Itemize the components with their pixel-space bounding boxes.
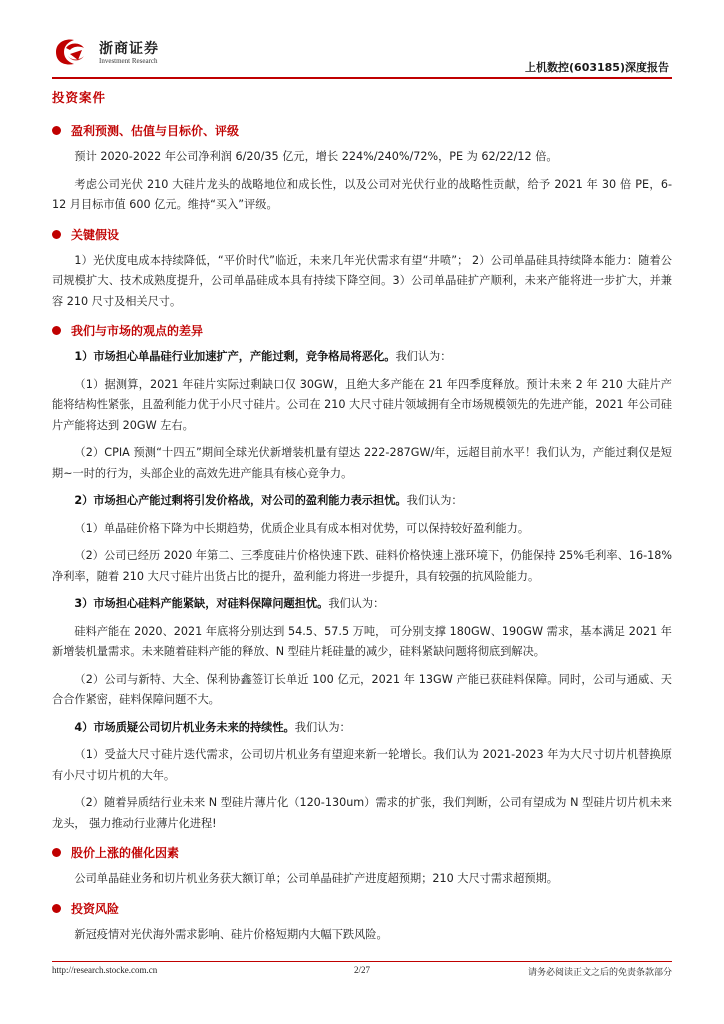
bullet-icon: [52, 326, 61, 335]
paragraph: 考虑公司光伏 210 大硅片龙头的战略地位和成长性，以及公司对光伏行业的战略性贡献，给予 2021 年 30 倍 PE，6-12 月目标市值 600 亿元。维持“买入”评级。: [52, 177, 672, 211]
sub-point: [52, 594, 672, 615]
heading-text: 关键假设: [71, 227, 120, 242]
paragraph: （2）随着异质结行业未来 N 型硅片薄片化（120-130um）需求的扩张，我们判断，公司有望成为 N 型硅片切片机未来龙头， 强力推动行业薄片化进程!: [52, 796, 672, 830]
page-header: [0, 0, 724, 80]
heading-market-differences: [52, 322, 672, 339]
main-content: [52, 88, 672, 952]
bullet-icon: [52, 904, 61, 913]
heading-investment-risks: [52, 900, 672, 917]
sub-point: [52, 491, 672, 512]
brand-subtitle: Investment Research: [99, 57, 158, 65]
sub-point-tail: 我们认为：: [294, 720, 351, 734]
sub-point: [52, 718, 672, 739]
sub-point-tail: 我们认为：: [395, 350, 452, 363]
page-number: 2/27: [354, 965, 371, 975]
sub-point-bold: 1）市场担心单晶硅行业加速扩产，产能过剩，竞争格局将恶化。: [74, 350, 396, 363]
sub-point: [52, 347, 672, 368]
footer-disclaimer: 请务必阅读正文之后的免责条款部分: [527, 968, 672, 978]
sub-point-bold: 3）市场担心硅料产能紧缺，对硅料保障问题担忧。: [74, 597, 329, 610]
brand-name: 浙商证券: [99, 41, 159, 57]
report-title: 上机数控(603185)深度报告: [525, 61, 669, 74]
sub-point-tail: 我们认为：: [406, 494, 463, 507]
paragraph: 预计 2020-2022 年公司净利润 6/20/35 亿元，增长 224%/240%/72%，PE 为 62/22/12 倍。: [74, 150, 558, 163]
paragraph: 公司单晶硅业务和切片机业务获大额订单；公司单晶硅扩产进度超预期；210 大尺寸需求超预期。: [74, 872, 558, 885]
bullet-icon: [52, 848, 61, 857]
heading-earnings-forecast: [52, 122, 672, 139]
bullet-icon: [52, 126, 61, 135]
heading-text: 我们与市场的观点的差异: [71, 324, 204, 338]
paragraph: 1）光伏度电成本持续降低，“平价时代”临近，未来几年光伏需求有望“井喷”； 2）公司单晶硅具持续降本能力：随着公司规模扩大、技术成熟度提升，公司单晶硅成本具有持续下降空间。3）公司单晶硅扩产顺利，未来产能将进一步扩大，并兼容 210 尺寸及相关尺寸。: [52, 253, 672, 308]
section-title: 投资案件: [52, 90, 107, 105]
heading-text: 股价上涨的催化因素: [71, 846, 180, 860]
paragraph: 硅料产能在 2020、2021 年底将分别达到 54.5、57.5 万吨， 可分别支撑 180GW、190GW 需求，基本满足 2021 年新增装机量需求。未来随着硅料产能的释放、N 型硅片耗硅量的减少，硅料紧缺问题将彻底到解决。: [52, 624, 672, 658]
paragraph: （1）受益大尺寸硅片迭代需求，公司切片机业务有望迎来新一轮增长。我们认为 2021-2023 年为大尺寸切片机替换原有小尺寸切片机的大年。: [52, 748, 672, 782]
heading-key-assumptions: [52, 226, 672, 243]
sub-point-tail: 我们认为：: [328, 597, 385, 610]
heading-text: 投资风险: [71, 901, 120, 916]
zheshang-logo-icon: [52, 36, 88, 66]
sub-point-bold: 4）市场质疑公司切片机业务未来的持续性。: [74, 720, 295, 734]
header-divider: [52, 77, 672, 79]
heading-catalysts: [52, 844, 672, 861]
bullet-icon: [52, 230, 61, 239]
paragraph: （1）单晶硅价格下降为中长期趋势，优质企业具有成本相对优势，可以保持较好盈利能力。: [74, 521, 530, 535]
paragraph: （1）据测算，2021 年硅片实际过剩缺口仅 30GW，且绝大多产能在 21 年四季度释放。预计未来 2 年 210 大硅片产能将结构性紧张，且盈利能力优于小尺寸硅片。公司在 210 大尺寸硅片领域拥有全市场规模领先的先进产能，2021 年公司硅片产能将达到 20GW 左右。: [52, 377, 672, 432]
paragraph: （2）CPIA 预测“十四五”期间全球光伏新增装机量有望达 222-287GW/年，远超目前水平！我们认为，产能过剩仅是短期~一时的行为，头部企业的高效先进产能具有核心竞争力。: [52, 446, 672, 480]
paragraph: （2）公司与新特、大全、保利协鑫签订长单近 100 亿元，2021 年 13GW 产能已获硅料保障。同时，公司与通威、天合合作紧密，硅料保障问题不大。: [52, 672, 672, 706]
footer-divider: [52, 961, 672, 962]
footer-url-link[interactable]: http://research.stocke.com.cn: [52, 965, 158, 975]
sub-point-bold: 2）市场担心产能过剩将引发价格战，对公司的盈利能力表示担忧。: [74, 494, 407, 507]
paragraph: 新冠疫情对光伏海外需求影响、硅片价格短期内大幅下跌风险。: [74, 927, 388, 941]
paragraph: （2）公司已经历 2020 年第二、三季度硅片价格快速下跌、硅料价格快速上涨环境下，仍能保持 25%毛利率、16-18%净利率，随着 210 大尺寸硅片出货占比的提升，盈利能力将进一步提升，具有较强的抗风险能力。: [52, 549, 672, 583]
heading-text: 盈利预测、估值与目标价、评级: [71, 124, 240, 138]
